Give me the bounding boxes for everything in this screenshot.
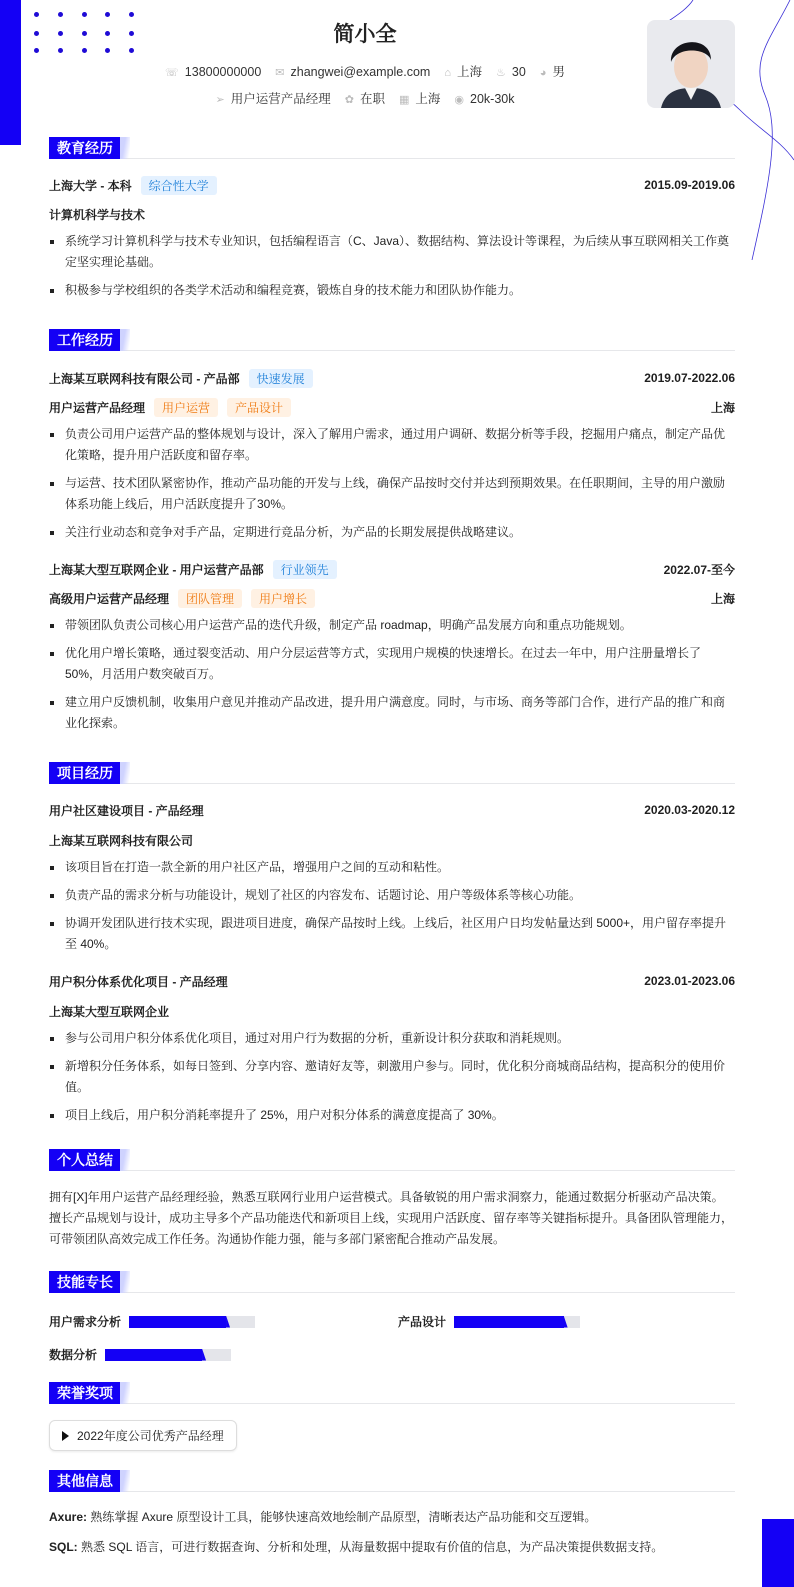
contact-text: 用户运营产品经理 (230, 92, 331, 106)
list-item: 系统学习计算机科学与技术专业知识，包括编程语言（C、Java）、数据结构、算法设计等课程，为后续从事互联网相关工作奠定坚实理论基础。 (49, 231, 735, 273)
project-org: 上海某互联网科技有限公司 (49, 833, 194, 848)
decor-dot (105, 48, 110, 53)
section-title: 技能专长 (49, 1271, 120, 1293)
section-title: 项目经历 (49, 762, 120, 784)
work-entry (49, 368, 735, 543)
role: 高级用户运营产品经理 (49, 591, 170, 606)
project-entry (49, 800, 735, 955)
avatar (647, 20, 735, 108)
decor-dot (58, 12, 63, 17)
date: 2020.03-2020.12 (644, 803, 735, 817)
bullet-list (49, 857, 735, 955)
section-title: 个人总结 (49, 1149, 120, 1171)
role-tag: 用户运营 (154, 398, 218, 417)
list-item: 优化用户增长策略，通过裂变活动、用户分层运营等方式，实现用户规模的快速增长。在过去一年中，用户注册量增长了50%，月活用户数突破百万。 (49, 643, 735, 685)
project-entry (49, 971, 735, 1126)
decor-dot (82, 12, 87, 17)
company-tag: 行业领先 (273, 560, 337, 579)
section-honors (49, 1382, 735, 1451)
decor-dot (58, 48, 63, 53)
list-item: 协调开发团队进行技术实现，跟进项目进度，确保产品按时上线。上线后，社区用户日均发帖量达到 5000+，用户留存率提升至 40%。 (49, 913, 735, 955)
list-item: 该项目旨在打造一款全新的用户社区产品，增强用户之间的互动和粘性。 (49, 857, 735, 878)
company-tag: 快速发展 (249, 369, 313, 388)
contact-text: 在职 (359, 92, 385, 106)
mail-icon: ✉ (275, 67, 285, 79)
contact-item (399, 89, 440, 107)
skill-name: 用户需求分析 (49, 1315, 122, 1329)
gender-icon: ◕ (539, 67, 547, 79)
bullet-list (49, 231, 735, 301)
section-work (49, 329, 735, 734)
decor-dot (82, 48, 87, 53)
school: 上海大学 - 本科 (49, 178, 132, 193)
company: 上海某大型互联网企业 - 用户运营产品部 (49, 562, 264, 577)
send-icon: ➢ (215, 94, 225, 106)
role: 用户运营产品经理 (49, 400, 146, 415)
building-icon: ▦ (398, 94, 410, 106)
role-tag: 团队管理 (178, 589, 242, 608)
skill-bar (129, 1316, 255, 1328)
section-summary (49, 1149, 735, 1250)
decor-dot (129, 12, 134, 17)
work-entry (49, 559, 735, 734)
section-title: 工作经历 (49, 329, 120, 351)
contact-item (454, 92, 514, 106)
other-key: SQL: (49, 1540, 78, 1554)
date: 2022.07-至今 (663, 562, 735, 577)
award-item[interactable] (49, 1420, 237, 1451)
section-skills (49, 1271, 735, 1362)
role-tag: 用户增长 (251, 589, 315, 608)
contact-text: 男 (552, 65, 565, 79)
contact-text: 13800000000 (184, 65, 262, 79)
skill-fill (129, 1316, 226, 1328)
cake-icon: ♨ (496, 67, 506, 79)
decor-dot (129, 48, 134, 53)
section-education (49, 137, 735, 301)
play-icon (62, 1431, 69, 1441)
contact-text: 20k-30k (470, 92, 515, 106)
status-icon: ✿ (344, 94, 354, 106)
list-item: 参与公司用户积分体系优化项目，通过对用户行为数据的分析，重新设计积分获取和消耗规则。 (49, 1028, 735, 1049)
list-item: 关注行业动态和竞争对手产品，定期进行竞品分析，为产品的长期发展提供战略建议。 (49, 522, 735, 543)
contact-line-1 (0, 62, 730, 80)
decor-dot (34, 12, 39, 17)
project-org: 上海某大型互联网企业 (49, 1004, 170, 1019)
other-value: 熟练掌握 Axure 原型设计工具，能够快速高效地绘制产品原型，清晰表达产品功能和交互逻辑。 (90, 1510, 597, 1524)
school-tag: 综合性大学 (141, 176, 217, 195)
skill-name: 数据分析 (49, 1348, 98, 1362)
skill-bar (454, 1316, 580, 1328)
date: 2019.07-2022.06 (644, 371, 735, 385)
list-item: 负责产品的需求分析与功能设计，规划了社区的内容发布、话题讨论、用户等级体系等核心功能。 (49, 885, 735, 906)
list-item: 负责公司用户运营产品的整体规划与设计，深入了解用户需求，通过用户调研、数据分析等手段，挖掘用户痛点，制定产品优化策略，提升用户活跃度和留存率。 (49, 424, 735, 466)
city: 上海 (710, 400, 735, 415)
date: 2023.01-2023.06 (644, 974, 735, 988)
section-projects (49, 762, 735, 1126)
other-value: 熟悉 SQL 语言，可进行数据查询、分析和处理，从海量数据中提取有价值的信息，为产品决策提供数据支持。 (81, 1540, 664, 1554)
section-title: 其他信息 (49, 1470, 120, 1492)
contact-text: zhangwei@example.com (290, 65, 431, 79)
bullet-list (49, 615, 735, 734)
other-key: Axure: (49, 1510, 88, 1524)
skill-item (398, 1313, 580, 1330)
bullet-list (49, 424, 735, 543)
list-item: 与运营、技术团队紧密协作，推动产品功能的开发与上线，确保产品按时交付并达到预期效果。在任职期间，主导的用户激励体系功能上线后，用户活跃度提升了30%。 (49, 473, 735, 515)
section-title: 教育经历 (49, 137, 120, 159)
list-item: 项目上线后，用户积分消耗率提升了 25%，用户对积分体系的满意度提高了 30%。 (49, 1105, 735, 1126)
decor-dot (105, 12, 110, 17)
list-item: 积极参与学校组织的各类学术活动和编程竞赛，锻炼自身的技术能力和团队协作能力。 (49, 280, 735, 301)
contact-item (275, 65, 430, 79)
skill-bar (105, 1349, 231, 1361)
contact-item (540, 62, 565, 80)
project-name: 用户积分体系优化项目 - 产品经理 (49, 974, 228, 989)
salary-icon: ◉ (454, 94, 464, 106)
list-item: 带领团队负责公司核心用户运营产品的迭代升级，制定产品 roadmap，明确产品发展方向和重点功能规划。 (49, 615, 735, 636)
list-item: 建立用户反馈机制，收集用户意见并推动产品改进，提升用户满意度。同时，与市场、商务等部门合作，进行产品的推广和商业化探索。 (49, 692, 735, 734)
date: 2015.09-2019.06 (644, 178, 735, 192)
company: 上海某互联网科技有限公司 - 产品部 (49, 371, 240, 386)
major: 计算机科学与技术 (49, 207, 146, 222)
skill-fill (454, 1316, 564, 1328)
bullet-list (49, 1028, 735, 1126)
project-name: 用户社区建设项目 - 产品经理 (49, 803, 204, 818)
contact-item (496, 65, 526, 79)
role-tag: 产品设计 (227, 398, 291, 417)
contact-item (216, 89, 331, 107)
contact-item (165, 65, 261, 79)
contact-item (444, 62, 482, 80)
decor-bottom-block (762, 1519, 794, 1587)
candidate-name: 简小全 (333, 23, 397, 46)
section-title: 荣誉奖项 (49, 1382, 120, 1404)
city: 上海 (710, 591, 735, 606)
skill-fill (105, 1349, 202, 1361)
section-other (49, 1470, 735, 1558)
skill-name: 产品设计 (398, 1315, 447, 1329)
home-icon: ⌂ (444, 67, 451, 79)
skill-item (49, 1346, 231, 1363)
contact-text: 上海 (457, 65, 483, 79)
summary-text: 拥有[X]年用户运营产品经理经验，熟悉互联网行业用户运营模式。具备敏锐的用户需求洞察力，能通过数据分析驱动产品决策。擅长产品规划与设计，成功主导多个产品功能迭代和新项目上线，实现用户活跃度、留存率等关键指标提升。具备团队管理能力，可带领团队高效完成工作任务。沟通协作能力强，能与多部门紧密配合推动产品发展。 (49, 1190, 734, 1246)
other-item (49, 1507, 735, 1528)
other-item (49, 1537, 735, 1558)
list-item: 新增积分任务体系，如每日签到、分享内容、邀请好友等，刺激用户参与。同时，优化积分商城商品结构，提高积分的使用价值。 (49, 1056, 735, 1098)
contact-line-2 (0, 89, 730, 107)
contact-text: 30 (511, 65, 526, 79)
award-text: 2022年度公司优秀产品经理 (77, 1429, 224, 1443)
contact-text: 上海 (415, 92, 441, 106)
phone-icon: ☏ (165, 67, 179, 79)
decor-dot (34, 48, 39, 53)
skill-item (49, 1313, 255, 1330)
contact-item (345, 89, 385, 107)
